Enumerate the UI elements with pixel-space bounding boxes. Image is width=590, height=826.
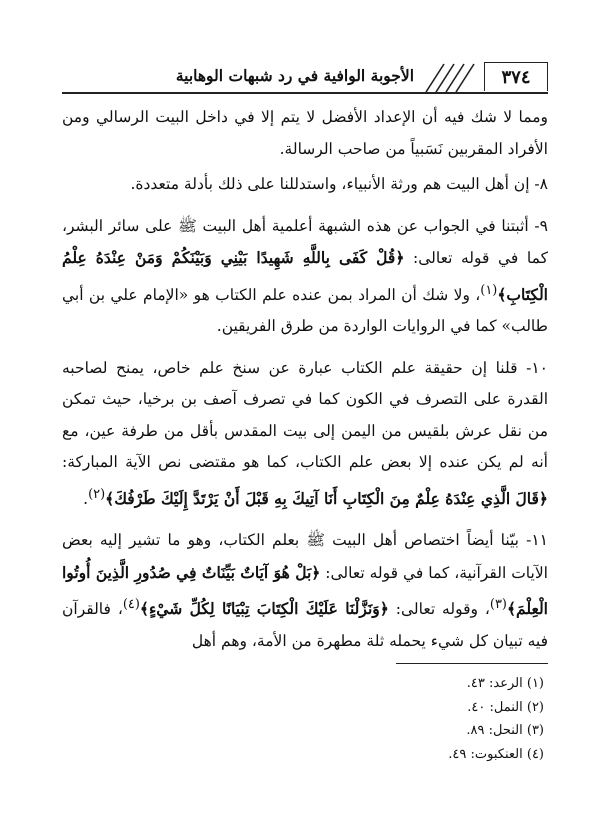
text-run: ٨- إن أهل البيت هم ورثة الأنبياء، واستدللنا على ذلك بأدلة متعددة. (130, 175, 548, 193)
footnote-ref: (٣) (489, 597, 507, 613)
text-run: ومما لا شك فيه أن الإعداد الأفضل لا يتم إلا في داخل البيت الرسالي ومن الأفراد المقربين نَسَبياً من صاحب الرسالة. (62, 108, 548, 158)
footnotes (244, 672, 544, 766)
text-run: ، وقوله تعالى: (388, 600, 490, 619)
text-run: ١١- بيّنا أيضاً اختصاص أهل البيت ﷺ بعلم الكتاب، وهو ما تشير إليه بعض الآيات القرآنية، كما في قوله تعالى: (62, 531, 548, 582)
quran-quote: ﴿قُلْ كَفَى بِاللَّهِ شَهِيدًا بَيْنِي وَبَيْنَكُمْ وَمَنْ عِنْدَهُ عِلْمُ الْكِتَابِ﴾ (62, 248, 548, 304)
footnote-ref: (٤) (122, 597, 140, 613)
paragraph-intro (62, 102, 548, 165)
footnote-separator (396, 663, 548, 664)
footnote: (٢) النمل: ٤٠. (467, 699, 544, 715)
page-number: ٣٧٤ (484, 62, 548, 91)
paragraph-9 (62, 211, 548, 343)
footnote: (٤) العنكبوت: ٤٩. (448, 746, 544, 762)
text-run: ٩- أثبتنا في الجواب عن هذه الشبهة أعلمية أهل البيت ﷺ على سائر البشر، كما في قوله تعالى: (62, 216, 548, 267)
text-run: . (83, 489, 89, 508)
quran-quote: ﴿بَلْ هُوَ آيَاتٌ بَيِّنَاتٌ فِي صُدُورِ الَّذِينَ أُوتُوا الْعِلْمَ﴾ (62, 562, 548, 619)
header-ornament (422, 62, 482, 92)
header-rule (62, 92, 548, 94)
footnote-ref: (١) (480, 282, 498, 298)
text-run: ، ولا شك أن المراد بمن عنده علم الكتاب هو «الإمام علي بن أبي طالب» كما في الروايات الواردة من طرق الفريقين. (62, 285, 548, 336)
quran-quote: ﴿وَنَزَّلْنَا عَلَيْكَ الْكِتَابَ تِبْيَانًا لِكُلِّ شَيْءٍ﴾ (139, 599, 389, 619)
paragraph-10 (62, 353, 548, 516)
footnote-ref: (٢) (88, 486, 106, 502)
quran-quote: ﴿قَالَ الَّذِي عِنْدَهُ عِلْمٌ مِنَ الْكِتَابِ أَنَا آتِيكَ بِهِ قَبْلَ أَنْ يَرْتَدَّ إِلَيْكَ طَرْفُكَ﴾ (105, 488, 548, 508)
running-header (62, 62, 548, 96)
body-text (62, 102, 548, 667)
text-run: ، فالقرآن فيه تبيان كل شيء يحمله ثلة مطهرة من الأمة، وهم أهل (62, 600, 548, 650)
footnote: (١) الرعد: ٤٣. (466, 676, 544, 691)
paragraph-11 (62, 525, 548, 657)
footnote: (٣) النحل: ٨٩. (466, 723, 544, 738)
paragraph-8 (62, 169, 548, 201)
text-run: ١٠- قلنا إن حقيقة علم الكتاب عبارة عن سنخ علم خاص، يمنح لصاحبه القدرة على التصرف في الكون كما في تصرف آصف بن برخيا، حيث تمكن من نقل عرش بلقيس من اليمن إلى بيت المقدس بأقل من طرفة عين، مع أنه لم يكن عنده إلا بعض علم الكتاب، كما هو مقتضى نص الآية المباركة: (62, 358, 548, 472)
running-title: الأجوبة الوافية في رد شبهات الوهابية (175, 66, 414, 85)
